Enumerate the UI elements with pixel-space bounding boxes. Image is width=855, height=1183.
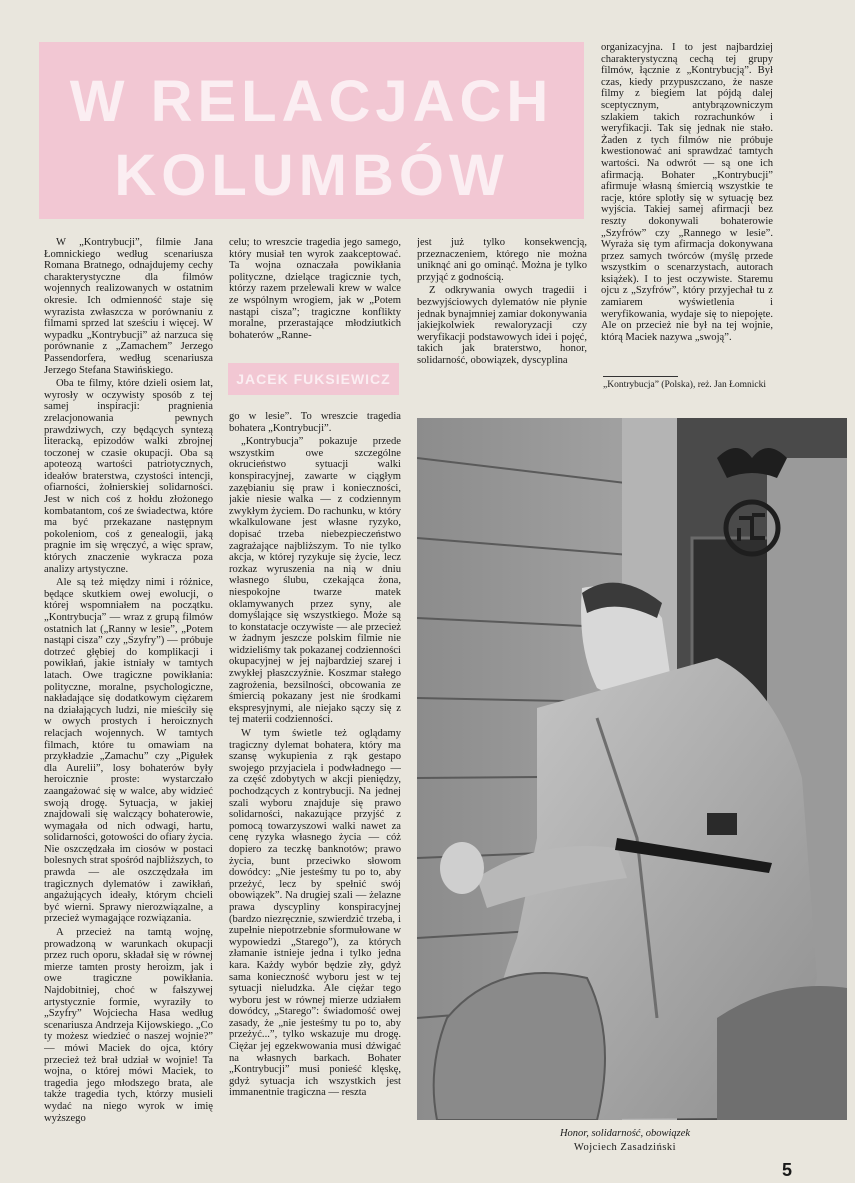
page-number: 5 [782,1160,793,1180]
paragraph: W „Kontrybucji”, filmie Jana Łomnickiego według scenariusza Romana Bratnego, odnajdujemy cechy charakterystyczne dla filmów wojennych realizowanych w ostatnim okresie. Ich odmienność staje się wyrazista zwłaszcza w porównaniu z filmami sprzed lat sześciu i więcej. W wypadku „Kontrybucji” aż narzuca się porównanie z „Zamachem” Jerzego Passendorfera, według scenariusza Jerzego Stefana Stawińskiego. [44,237,213,376]
paragraph: W tym świetle też oglądamy tragiczny dylemat bohatera, który ma szansę wykupienia z rąk gestapo swojego przyjaciela i podwładnego — za część zdobytych w akcji pieniędzy, pochodzących z kontrybucji. Na jednej szali wyboru znajduje się prawo solidarności, nakazujące przyjść z pomocą towarzyszowi walki nawet za cenę ryzyka własnego życia — cóż dopiero za teczkę banknotów; prawo życia, bunt przeciwko słowom dowódcy: „Nie jesteśmy tu po to, aby przeżyć, lecz by spełnić swój obowiązek”. Na drugiej szali — żelazne prawa dyscypliny konspiracyjnej (bardzo niezręcznie, szwierdzić trzeba, i zupełnie niepotrzebnie sformułowane w wypowiedzi „Starego”), za których złamanie istnieje jedna i tylko jedna kara. Każdy wybór będzie zły, gdyż sama konieczność wyboru jest w tej sytuacji nieludzka. Ale ciężar tego wyboru jest w równej mierze udziałem dowódcy, „Starego”: świadomość owej zasady, że „nie jesteśmy tu po to, aby przeżyć...”, tylko wskazuje mu drogę. Ciężar jej egzekwowania musi dźwigać na własnych barkach. Bohater „Kontrybucji” musi ponieść klęskę, gdyż sytuacja ich wszystkich jest immanentnie tragiczna — reszta [229,728,401,1099]
paragraph: celu; to wreszcie tragedia jego samego, który musiał ten wyrok zaakceptować. Ta wojna oznaczała powikłania polityczne, dzielące tragicznie tych, którzy razem przelewali krew w walce ze wspólnym wrogiem, jak w „Potem nastąpi cisza”; tragiczne konflikty moralne, przerastające młodziutkich bohaterów „Ranne- [229,237,401,341]
title-box [39,42,584,219]
film-credit: „Kontrybucja” (Polska), reż. Jan Łomnicki [603,380,767,390]
text-column-2-top [229,237,401,357]
photographer-credit: Wojciech Zasadziński [573,1142,677,1153]
paragraph: Oba te filmy, które dzieli osiem lat, wyrosły w oczywisty sposób z tej samej inspiracji: pragnienia zrelacjonowania pewnych prawdziwych, czy będących syntezą literacką, epizodów walki zbrojnej toczonej w czasie okupacji. Oba są apoteozą wartości patriotycznych, ideałów braterstwa, czystości intencji, ofiarności, żołnierskiej solidarności. Jest w nich coś z hołdu złożonego kombatantom, coś ze świadectwa, które ma być przekazane następnym pokoleniom, coś z genealogii, jaką pragnie im się wręczyć, a więc spraw, których znaczenie wykracza poza analizy artystyczne. [44,378,213,575]
paragraph: A przecież na tamtą wojnę, prowadzoną w warunkach okupacji przez ruch oporu, składał się w równej mierze tamten prosty heroizm, jak i owe tragiczne powikłania. Najdobitniej, choć w fałszywej artystycznie formie, wyraziły to „Szyfry” Wojciecha Hasa według scenariusza Andrzeja Kijowskiego. „Co ty możesz wiedzieć o naszej wojnie?” — mówi Maciek do ojca, który przecież też brał udział w wojnie! Ta wojna, o której mówi Maciek, to tragedia jego młodszego brata, ale także tragedia tych, którzy musieli wydać na niego wyrok w imię wyższego [44,927,213,1124]
paragraph: „Kontrybucja” pokazuje przede wszystkim owe szczególne okrucieństwo sytuacji walki konspiracyjnej, zawarte w ciągłym zazębianiu się praw i konieczności, jakie niesie walka — z codziennym zwykłym życiem. Do rachunku, w który wkalkulowane jest własne ryzyko, dopisać trzeba niebezpieczeństwo zagrażające najbliższym. To nie tylko akcja, w której ryzykuje się życie, lecz rozkaz wyruszenia na nią w dniu własnego ślubu, czekająca żona, niespokojne twarze matek oklamywanych przez syny, ale domyślające się wszystkiego. Może są to konstatacje oczywiste — ale przecież w żadnym jeszcze polskim filmie nie widzieliśmy tak pokazanej codzienności okupacyjnej w jej najbardziej szarej i zwykłej płaszczyźnie. Koszmar stałego zagrożenia, bezsilności, obcowania ze śmiercią pokazany jest nie środkami ekspresyjnymi, ale niejako sączy się z tej materii codzienności. [229,436,401,726]
film-still-illustration [417,418,847,1120]
author-name: JACEK FUKSIEWICZ [236,371,391,387]
article-title-line-2: KOLUMBÓW [114,143,509,208]
credit-divider [603,376,678,377]
paragraph: jest już tylko konsekwencją, przeznaczeniem, którego nie można uniknąć ani go ominąć. Można je tylko przyjąć z godnością. [417,237,587,283]
paragraph: organizacyjna. I to jest najbardziej charakterystyczną cechą tej grupy filmów, łącznie z „Kontrybucją”. Był czas, kiedy przypuszczano, że nasze filmy z biegiem lat pójdą dalej sceptycznym, antybrązowniczym szlakiem takich rozrachunków i weryfikacji. Tak się jednak nie stało. Żaden z tych filmów nie próbuje kwestionować ani sprawdzać tamtych wartości. Na odwrót — są one ich afirmacją. Bohater „Kontrybucji” afirmuje własną śmiercią wszystkie te racje, które splotły się w sytuację bez wyjścia. Takiej samej afirmacji bez reszty dokonywali bohaterowie „Szyfrów” czy „Rannego w lesie”. Wyraża się tym afirmacja dokonywana przez samych twórców (myślę przede wszystkim o scenarzystach, autorach książek). I to jest oczywiste. Staremu ojcu z „Szyfrów”, który przyjechał tu z zamiarem wyświetlenia i weryfikowania, wydaje się to niepojęte. Ale on przecież nie był na tej wojnie, którą Maciek nazywa „swoją”. [601,42,773,343]
photo-caption: Honor, solidarność, obowiązek [559,1128,691,1139]
text-column-3 [417,237,587,407]
author-box [228,363,399,395]
film-still-photo [417,418,847,1120]
text-column-4 [601,42,773,368]
text-column-2-bottom [229,411,401,1142]
text-column-1 [44,237,213,1142]
paragraph: Ale są też między nimi i różnice, będące skutkiem owej ewolucji, o której wspomniałem na początku. „Kontrybucja” — wraz z grupą filmów ostatnich lat („Ranny w lesie”, „Potem nastąpi cisza” czy „Szyfry”) — próbuje dotrzeć głębiej do komplikacji i powikłań, jakie istniały w tamtych latach. Owe tragiczne powikłania: polityczne, moralne, psychologiczne, nakładające się dodatkowym ciężarem na działających ludzi, nie mieściły się w owych prostych i heroicznych relacjach wojennych. W tamtych filmach, które tu omawiam na przykładzie „Zamachu” czy „Pigułek dla Aurelii”, losy bohaterów były heroicznie proste: wystarczało zaangażować się w walce, aby widzieć swoją drogę. Sytuacja, w jakiej znajdowali się walczący bohaterowie, wymagała od nich odwagi, hartu, solidarności, gotowości do ofiary życia. Nie oszczędzała im ciosów w postaci bolesnych strat spośród najbliższych, to prawda — ale oszczędzała im tragicznych dylematów i zawikłań, angażujących ideały, którym chcieli być wierni. Sprawy nierozwiązalne, a przecież wymagające rozwiązania. [44,577,213,925]
article-title-line-1: W RELACJACH [69,69,554,134]
paragraph: Z odkrywania owych tragedii i bezwyjściowych dylematów nie płynie jednak bynajmniej zamiar dokonywania jakiejkolwiek rewaloryzacji czy weryfikacji podstawowych idei i pojęć, takich jak braterstwo, honor, solidarność, obowiązek, dyscyplina [417,285,587,366]
paragraph: go w lesie”. To wreszcie tragedia bohatera „Kontrybucji”. [229,411,401,434]
